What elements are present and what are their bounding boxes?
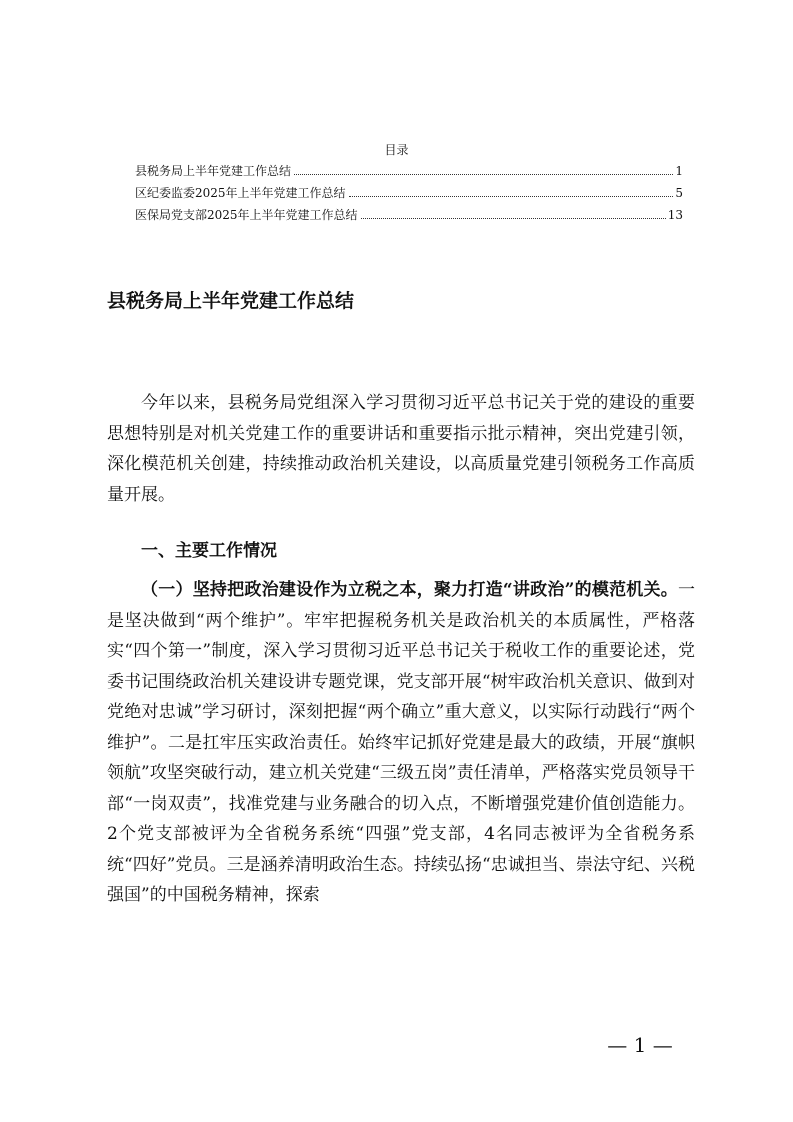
toc-entry[interactable] — [135, 207, 683, 229]
toc-entry-label: 区纪委监委2025年上半年党建工作总结 — [135, 186, 346, 200]
toc-entry[interactable] — [135, 163, 683, 185]
toc-entry-page: 1 — [675, 164, 683, 178]
document-heading: 县税务局上半年党建工作总结 — [107, 290, 355, 312]
toc-entry-label: 县税务局上半年党建工作总结 — [135, 164, 292, 178]
toc-title: 目录 — [384, 143, 409, 157]
table-of-contents — [135, 163, 683, 229]
toc-entry[interactable] — [135, 185, 683, 207]
body-paragraph — [107, 575, 695, 911]
subsection-title: （一）坚持把政治建设作为立税之本，聚力打造“讲政治”的模范机关。 — [141, 580, 678, 600]
toc-dot-leader — [361, 218, 666, 219]
toc-dot-leader — [349, 196, 674, 197]
page-number: — 1 — — [607, 1033, 673, 1057]
toc-entry-page: 5 — [675, 186, 683, 200]
toc-dot-leader — [294, 174, 673, 175]
intro-paragraph: 今年以来，县税务局党组深入学习贯彻习近平总书记关于党的建设的重要思想特别是对机关党建工作的重要讲话和重要指示批示精神，突出党建引领，深化模范机关创建，持续推动政治机关建设，以高质量党建引领税务工作高质量开展。 — [107, 393, 695, 505]
section-title: 一、主要工作情况 — [141, 541, 277, 561]
toc-entry-label: 医保局党支部2025年上半年党建工作总结 — [135, 208, 358, 222]
toc-entry-page: 13 — [667, 208, 683, 222]
subsection-body: 一是坚决做到“两个维护”。牢牢把握税务机关是政治机关的本质属性，严格落实“四个第一”制度，深入学习贯彻习近平总书记关于税收工作的重要论述，党委书记围绕政治机关建设讲专题党课，党支部开展“树牢政治机关意识、做到对党绝对忠诚”学习研讨，深刻把握“两个确立”重大意义，以实际行动践行“两个维护”。二是扛牢压实政治责任。始终牢记抓好党建是最大的政绩，开展“旗帜领航”攻坚突破行动，建立机关党建“三级五岗”责任清单，严格落实党员领导干部“一岗双责”，找准党建与业务融合的切入点，不断增强党建价值创造能力。2个党支部被评为全省税务系统“四强”党支部，4名同志被评为全省税务系统“四好”党员。三是涵养清明政治生态。持续弘扬“忠诚担当、崇法守纪、兴税强国”的中国税务精神，探索 — [107, 580, 695, 905]
